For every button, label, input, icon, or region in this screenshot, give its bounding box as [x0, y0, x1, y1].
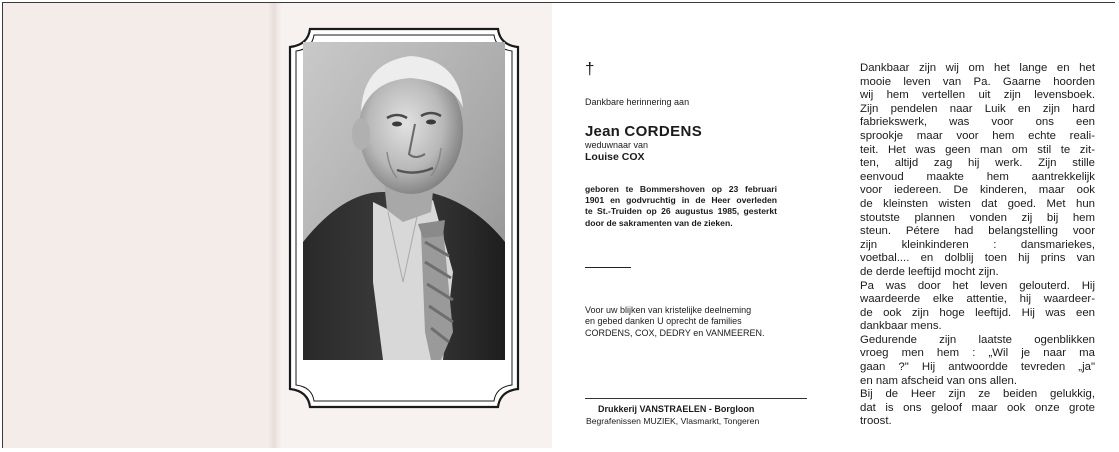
printer-credit: Drukkerij VANSTRAELEN - Borgloon: [598, 404, 755, 414]
portrait-photo: [303, 42, 505, 360]
printer-divider: [585, 398, 807, 399]
reflection-line: eenvoud maakte hem aantrekkelijk: [860, 170, 1095, 183]
biography: [585, 184, 777, 229]
reflection-line: fabriekswerk, was voor ons een: [860, 116, 1095, 129]
reflection-line: wij hem vertellen uit zijn levensboek.: [860, 89, 1095, 102]
reflection-line: voor iedereen. De kinderen, maar ook: [860, 184, 1095, 197]
reflection-line: Zijn pendelen naar Luik en zijn hard: [860, 102, 1095, 115]
cross-symbol: †: [585, 59, 595, 78]
reflection-line: stoutste plannen vonden zij bij hem: [860, 211, 1095, 224]
family-thanks: [585, 305, 810, 339]
first-name: Jean: [585, 123, 620, 140]
reflection-line: Gedurende zijn laatste ogenblikken: [860, 333, 1095, 346]
reflection-line: mooie leven van Pa. Gaarne hoorden: [860, 75, 1095, 88]
widow-label: weduwnaar van: [585, 140, 649, 150]
bio-line: te St.-Truiden op 26 augustus 1985, gesterkt: [585, 206, 777, 217]
reflection-line: de kleinsten wisten dat goed. Met hun: [860, 197, 1095, 210]
reflection-line: Bij de Heer zijn ze beiden gelukkig,: [860, 388, 1095, 401]
card-heading: Dankbare herinnering aan: [585, 97, 690, 107]
reflection-line: steun. Pétere had belangstelling voor: [860, 225, 1095, 238]
thanks-line: CORDENS, COX, DEDRY en VANMEEREN.: [585, 327, 765, 338]
portrait-of-elderly-man: [303, 42, 505, 360]
reflection-line: zijn kleinkinderen : dansmariekes,: [860, 238, 1095, 251]
reflection-line: de ook zijn hoge leeftijd. Hij was een: [860, 306, 1095, 319]
reflection-line: gaan ?" Hij antwoordde tevreden „ja": [860, 361, 1095, 374]
reflection-line: dankbaar mens.: [860, 320, 942, 333]
funeral-home-credit: Begrafenissen MUZIEK, Vlasmarkt, Tongeren: [586, 416, 760, 426]
bio-line: 1901 en godvruchtig in de Heer overleden: [585, 195, 777, 206]
reflection-text: [860, 62, 1095, 429]
reflection-line: vroeg men hem : „Wil je naar ma: [860, 347, 1095, 360]
thanks-line: en gebed danken U oprecht de families: [585, 316, 742, 327]
surname: CORDENS: [624, 123, 703, 140]
bio-line: door de sakramenten van de zieken.: [585, 217, 733, 228]
reflection-line: Dankbaar zijn wij om het lange en het: [860, 62, 1095, 74]
spouse-name: Louise COX: [585, 151, 645, 163]
bio-line: geboren te Bommershoven op 23 februari: [585, 184, 777, 194]
reflection-line: dat is ons geloof maar ook onze grote: [860, 401, 1095, 414]
reflection-line: troost.: [860, 415, 892, 428]
reflection-line: ten, altijd zag hij werk. Zijn stille: [860, 157, 1095, 170]
reflection-line: Pa was door het leven gelouterd. Hij: [860, 279, 1095, 292]
deceased-name: [585, 123, 702, 140]
thanks-line: Voor uw blijken van kristelijke deelneming: [585, 305, 752, 315]
reflection-line: teit. Het was geen man om stil te zit-: [860, 143, 1095, 156]
reflection-line: de derde leeftijd mocht zijn.: [860, 265, 999, 278]
reflection-line: voetbal.... en dolblij toen hij prins van: [860, 252, 1095, 265]
blank-back-panel: [3, 3, 274, 448]
reflection-line: sprookje maar voor hem echte reali-: [860, 129, 1095, 142]
reflection-line: waardeerde elke attentie, hij waardeer-: [860, 293, 1095, 306]
divider: [585, 267, 631, 268]
card-fold: [268, 3, 282, 448]
reflection-line: en nam afscheid van ons allen.: [860, 374, 1018, 387]
